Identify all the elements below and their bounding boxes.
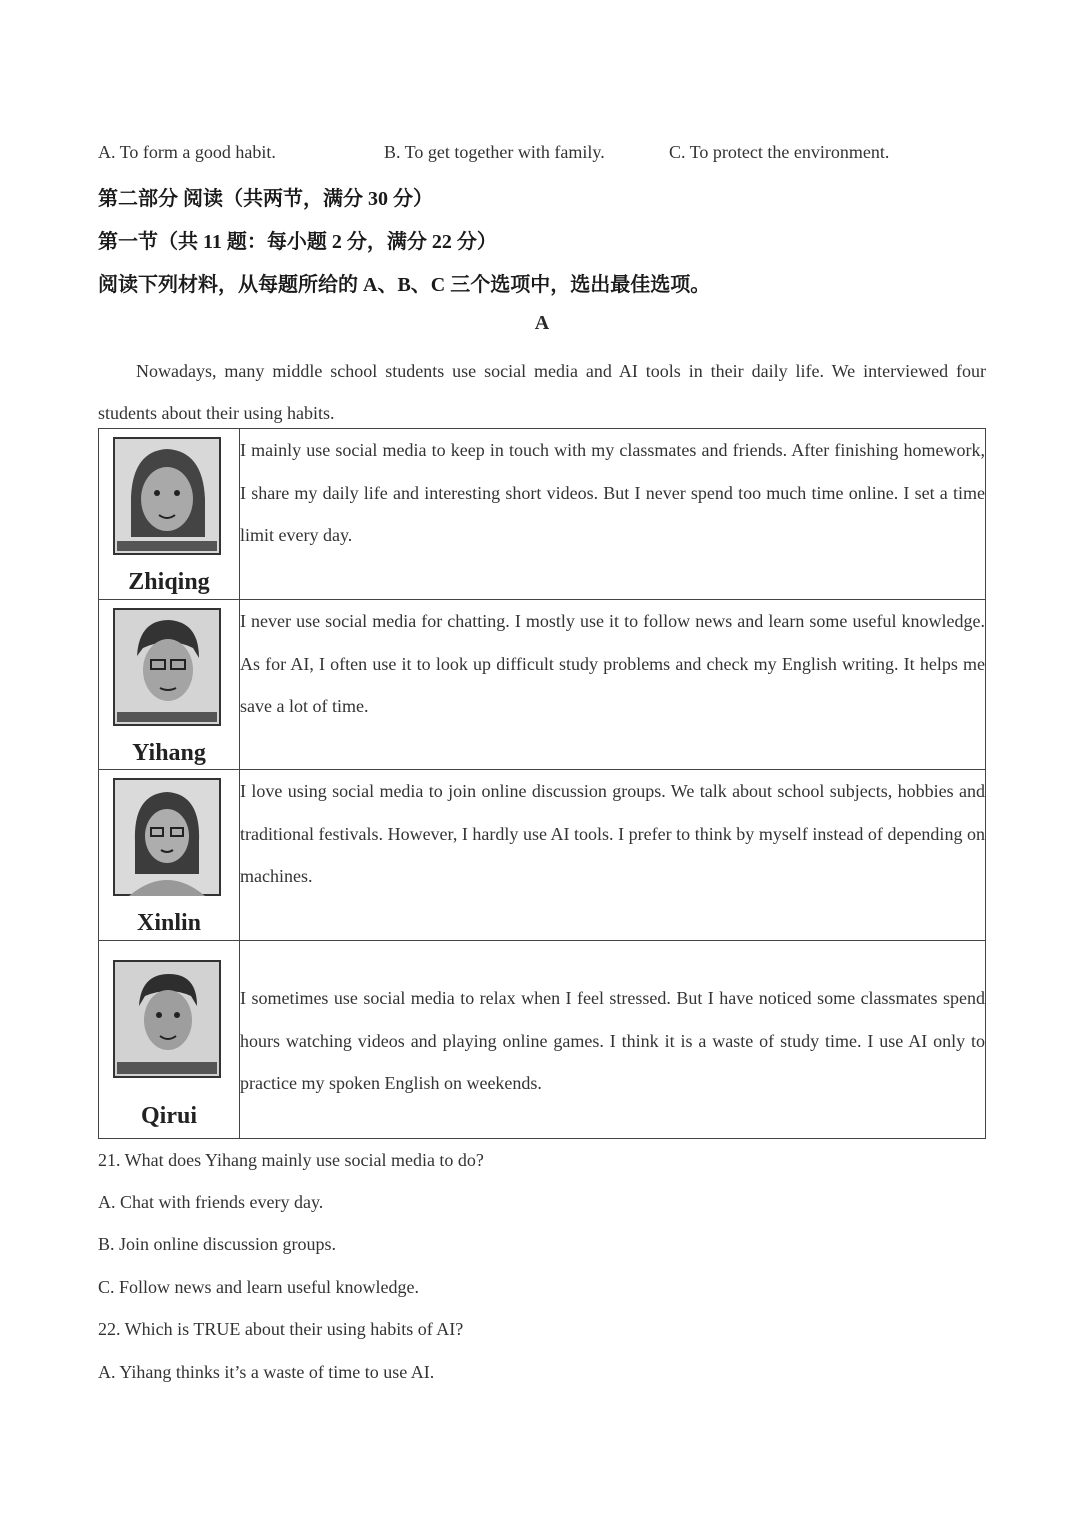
question-21-option-a: A. Chat with friends every day.	[98, 1192, 324, 1212]
student-statement: I sometimes use social media to relax when I feel stressed. But I have noticed some classmates spend hours watching videos and playing online games. I think it is a waste of study time. I use AI only to practice my spoken English on weekends.	[240, 941, 986, 1139]
question-21-option-c: C. Follow news and learn useful knowledge.	[98, 1277, 419, 1297]
student-statement: I mainly use social media to keep in touch with my classmates and friends. After finishing homework, I share my daily life and interesting short videos. But I never spend too much time online. I set a time limit every day.	[240, 429, 986, 600]
student-profiles-table	[98, 428, 986, 1139]
student-portrait-boy-icon	[113, 953, 221, 1085]
student-name: Xinlin	[136, 910, 202, 936]
option-c: C. To protect the environment.	[669, 142, 890, 162]
student-portrait-girl-icon	[113, 437, 221, 555]
table-row	[99, 429, 986, 600]
option-a: A. To form a good habit.	[98, 142, 276, 162]
subsection-title: 第一节（共 11 题：每小题 2 分，满分 22 分）	[98, 231, 497, 253]
student-name: Yihang	[132, 740, 206, 766]
question-22-option-a: A. Yihang thinks it’s a waste of time to use AI.	[98, 1362, 435, 1382]
student-portrait-boy-icon	[113, 608, 221, 726]
table-row	[99, 600, 986, 770]
student-photo-cell	[99, 770, 240, 941]
student-name: Zhiqing	[128, 569, 210, 595]
student-portrait-girl-icon	[113, 778, 221, 896]
part-title: 第二部分 阅读（共两节，满分 30 分）	[98, 188, 433, 210]
instruction: 阅读下列材料，从每题所给的 A、B、C 三个选项中，选出最佳选项。	[98, 274, 711, 296]
passage-intro	[98, 350, 986, 434]
passage-intro-text: Nowadays, many middle school students use social media and AI tools in their daily life. We interviewed four students about their using habits.	[98, 361, 986, 423]
student-name: Qirui	[140, 1103, 197, 1129]
passage-label: A	[534, 312, 550, 334]
student-statement: I love using social media to join online discussion groups. We talk about school subjects, hobbies and traditional festivals. However, I hardly use AI tools. I prefer to think by myself instead of depending on machines.	[240, 770, 986, 941]
table-row	[99, 770, 986, 941]
question-21-stem: 21. What does Yihang mainly use social media to do?	[98, 1150, 484, 1170]
table-row	[99, 941, 986, 1139]
student-photo-cell	[99, 600, 240, 770]
question-21-option-b: B. Join online discussion groups.	[98, 1234, 337, 1254]
student-photo-cell	[99, 941, 240, 1139]
option-b: B. To get together with family.	[384, 142, 605, 162]
student-photo-cell	[99, 429, 240, 600]
question-22-stem: 22. Which is TRUE about their using habits of AI?	[98, 1319, 464, 1339]
student-statement: I never use social media for chatting. I mostly use it to follow news and learn some useful knowledge. As for AI, I often use it to look up difficult study problems and check my English writing. It helps me save a lot of time.	[240, 600, 986, 770]
